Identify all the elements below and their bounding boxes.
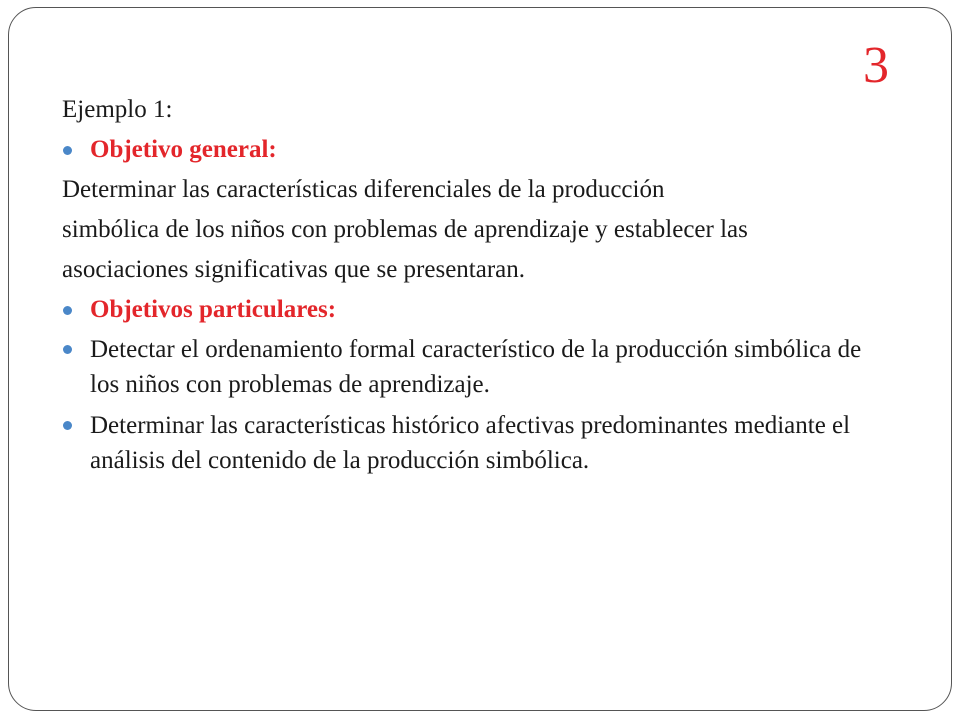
general-objective-text-line: simbólica de los niños con problemas de aprendizaje y establecer las (62, 216, 748, 243)
general-objective-text-line: asociaciones significativas que se presentaran. (62, 256, 526, 283)
particular-objective-item (62, 408, 882, 478)
particular-objectives-heading: Objetivos particulares: (90, 296, 337, 323)
bullet-icon (63, 345, 72, 354)
bullet-icon (63, 146, 72, 155)
general-objective-heading: Objetivo general: (90, 136, 277, 163)
slide-content (62, 90, 882, 484)
particular-objective-text: Detectar el ordenamiento formal característico de la producción simbólica de los niños con problemas de aprendizaje. (90, 336, 862, 398)
general-objective-heading-row (62, 130, 882, 170)
general-objective-text-line: Determinar las características diferenciales de la producción (62, 176, 665, 203)
page-number: 3 (863, 37, 889, 94)
slide-frame (8, 7, 952, 711)
bullet-icon (63, 306, 72, 315)
particular-objective-item (62, 332, 882, 402)
example-label: Ejemplo 1: (62, 96, 173, 123)
particular-objectives-heading-row (62, 290, 882, 330)
particular-objective-text: Determinar las características histórico afectivas predominantes mediante el análisis del contenido de la producción simbólica. (90, 412, 851, 474)
bullet-icon (63, 421, 72, 430)
